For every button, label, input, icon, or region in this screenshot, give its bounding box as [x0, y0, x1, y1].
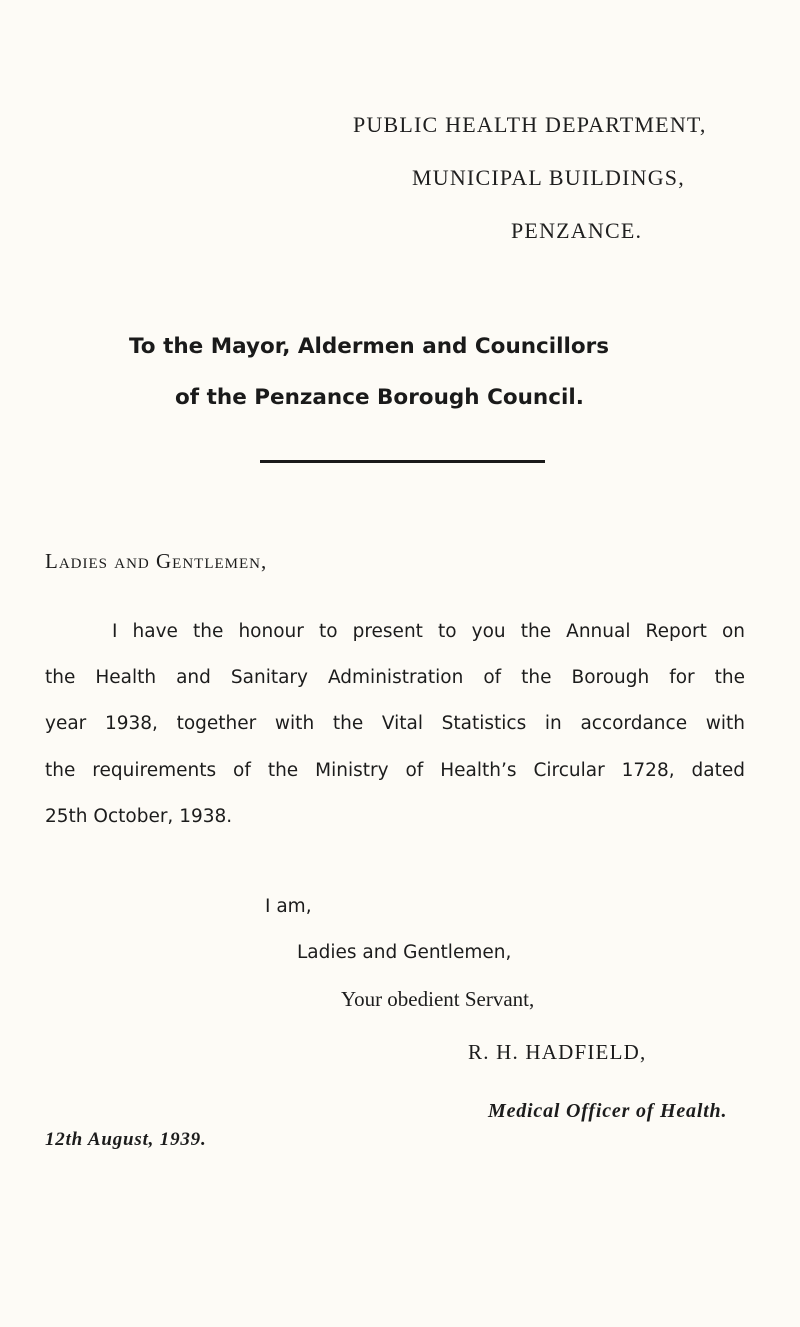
body-line-3: year 1938, together with the Vital Statistics in accordance with: [45, 713, 745, 734]
addressee-line-1: To the Mayor, Aldermen and Councillors: [129, 334, 610, 359]
closing-line-1: I am,: [265, 896, 312, 917]
body-line-5: 25th October, 1938.: [45, 806, 233, 827]
signatory-title: Medical Officer of Health.: [488, 1100, 728, 1122]
signatory-name: R. H. HADFIELD,: [468, 1040, 647, 1064]
greeting: Ladies and Gentlemen,: [45, 549, 268, 573]
addressee-line-2: of the Penzance Borough Council.: [175, 385, 584, 410]
body-line-1: I have the honour to present to you the Annual Report on: [112, 621, 745, 642]
letter-date: 12th August, 1939.: [45, 1129, 207, 1150]
body-line-2: the Health and Sanitary Administration of the Borough for the: [45, 667, 745, 688]
closing-line-3: Your obedient Servant,: [341, 987, 535, 1011]
body-line-4: the requirements of the Ministry of Health’s Circular 1728, dated: [45, 760, 745, 781]
closing-line-2: Ladies and Gentlemen,: [297, 942, 512, 963]
letterhead-department: PUBLIC HEALTH DEPARTMENT,: [353, 112, 707, 137]
letterhead-town: PENZANCE.: [511, 218, 643, 243]
divider-rule: [260, 460, 545, 463]
letterhead-building: MUNICIPAL BUILDINGS,: [412, 165, 685, 190]
